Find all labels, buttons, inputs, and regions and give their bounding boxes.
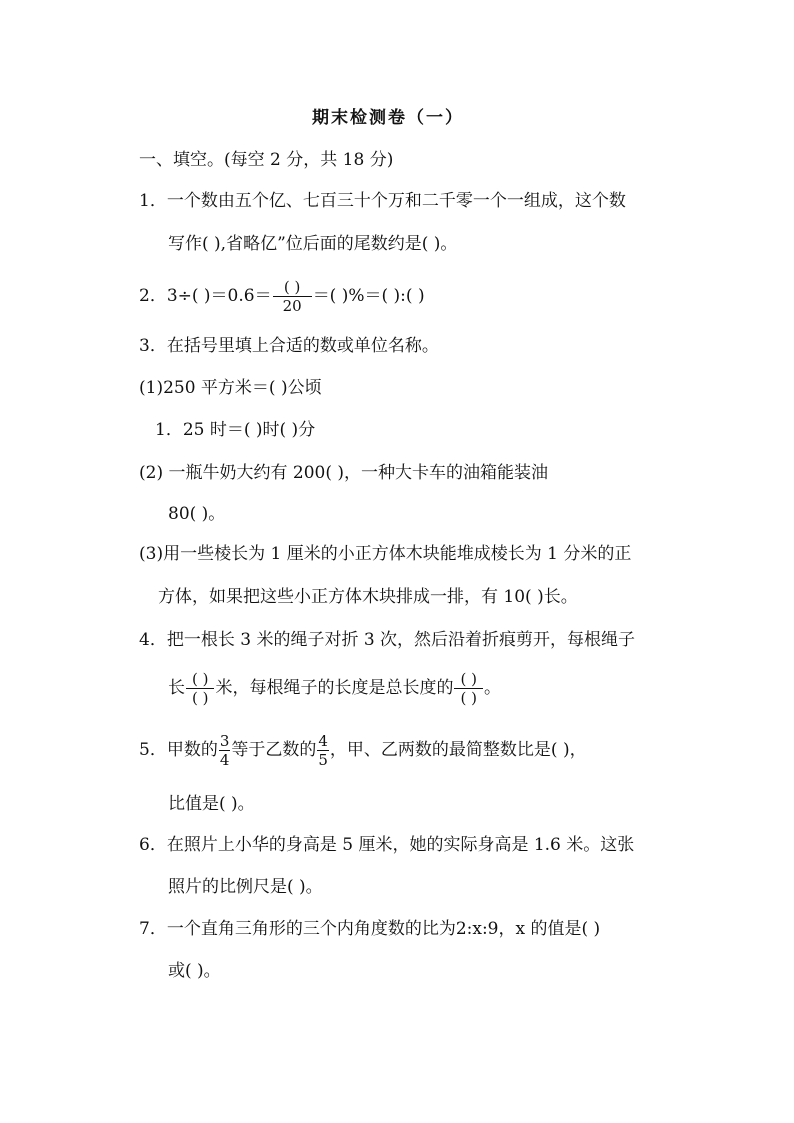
question-3-line-5: 80( )。: [168, 504, 226, 524]
question-6-line-2: 照片的比例尺是( )。: [168, 877, 323, 897]
question-3-line-7: 方体，如果把这些小正方体木块排成一排，有 10( )长。: [158, 587, 578, 607]
question-4-middle: 米，每根绳子的长度是总长度的: [215, 678, 454, 698]
fraction-numerator: ( ): [454, 670, 482, 689]
question-2: [139, 276, 425, 316]
question-3-line-1: 3．在括号里填上合适的数或单位名称。: [139, 336, 439, 356]
question-2-prefix: 2．3÷( )＝0.6＝: [139, 286, 272, 306]
question-3-line-3: 1．25 时＝( )时( )分: [155, 420, 316, 440]
question-2-suffix: ＝( )%＝( ):( ): [312, 286, 425, 306]
question-3-line-6: (3)用一些棱长为 1 厘米的小正方体木块能堆成棱长为 1 分米的正: [139, 544, 632, 564]
fraction-numerator: 3: [219, 732, 230, 750]
fraction-denominator: 20: [282, 297, 302, 315]
fraction-numerator: 4: [318, 732, 328, 750]
page-title: 期末检测卷（一）: [312, 108, 464, 128]
question-5-line-1: [139, 730, 587, 770]
question-5-prefix: 5．甲数的: [139, 740, 218, 760]
question-4-fraction-1: [186, 670, 214, 707]
question-4-prefix: 长: [168, 678, 185, 698]
question-1-line-1: 1．一个数由五个亿、七百三十个万和二千零一个一组成，这个数: [139, 191, 626, 211]
question-2-fraction: [273, 278, 312, 315]
section-heading: 一、填空。(每空 2 分，共 18 分): [139, 150, 394, 170]
fraction-denominator: ( ): [460, 689, 477, 707]
question-4-fraction-2: [454, 670, 482, 707]
question-3-line-2: (1)250 平方米＝( )公顷: [139, 378, 322, 398]
question-4-suffix: 。: [483, 678, 501, 698]
question-5-line-2: 比值是( )。: [168, 794, 255, 814]
question-5-suffix: ，甲、乙两数的最简整数比是( )，: [329, 740, 587, 760]
question-5-fraction-2: [317, 732, 329, 769]
question-6-line-1: 6．在照片上小华的身高是 5 厘米，她的实际身高是 1.6 米。这张: [139, 835, 635, 855]
fraction-numerator: ( ): [273, 278, 312, 297]
question-4-line-1: 4．把一根长 3 米的绳子对折 3 次，然后沿着折痕剪开，每根绳子: [139, 630, 636, 650]
question-3-line-4: (2) 一瓶牛奶大约有 200( )，一种大卡车的油箱能装油: [139, 463, 549, 483]
fraction-denominator: 4: [219, 751, 230, 769]
fraction-denominator: ( ): [192, 689, 209, 707]
question-7-line-2: 或( )。: [168, 961, 221, 981]
fraction-numerator: ( ): [186, 670, 214, 689]
question-4-line-2: [168, 668, 501, 708]
question-5-fraction-1: [219, 732, 231, 769]
question-1-line-2: 写作( ),省略亿”位后面的尾数约是( )。: [168, 234, 458, 254]
question-7-line-1: 7．一个直角三角形的三个内角度数的比为2:x:9，x 的值是( ): [139, 919, 601, 939]
question-5-middle: 等于乙数的: [231, 740, 317, 760]
fraction-denominator: 5: [318, 751, 328, 769]
